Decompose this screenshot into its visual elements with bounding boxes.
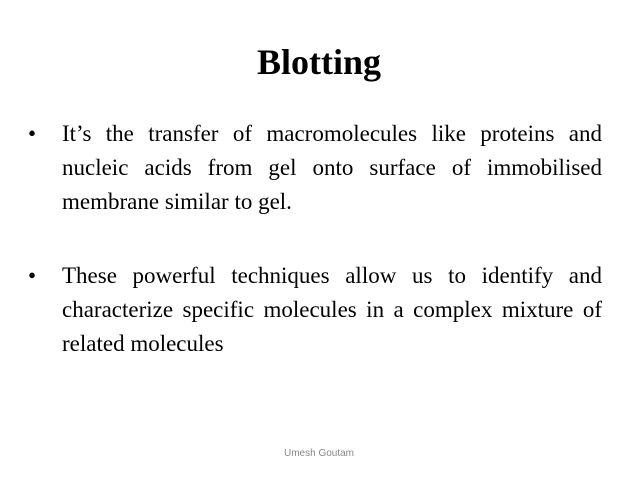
slide-footer-author: Umesh Goutam bbox=[283, 448, 355, 459]
bullet-text: These powerful techniques allow us to identify and characterize specific molecules in a complex mixture of related molecules bbox=[62, 263, 602, 356]
slide-title: Blotting bbox=[256, 42, 381, 82]
bullet-dot-icon: • bbox=[28, 121, 37, 146]
bullet-list bbox=[28, 117, 602, 401]
bullet-item bbox=[28, 259, 602, 361]
bullet-text: It’s the transfer of macromolecules like proteins and nucleic acids from gel onto surface of immobilised membrane similar to gel. bbox=[62, 121, 602, 214]
bullet-item bbox=[28, 117, 602, 219]
bullet-dot-icon: • bbox=[28, 263, 37, 288]
